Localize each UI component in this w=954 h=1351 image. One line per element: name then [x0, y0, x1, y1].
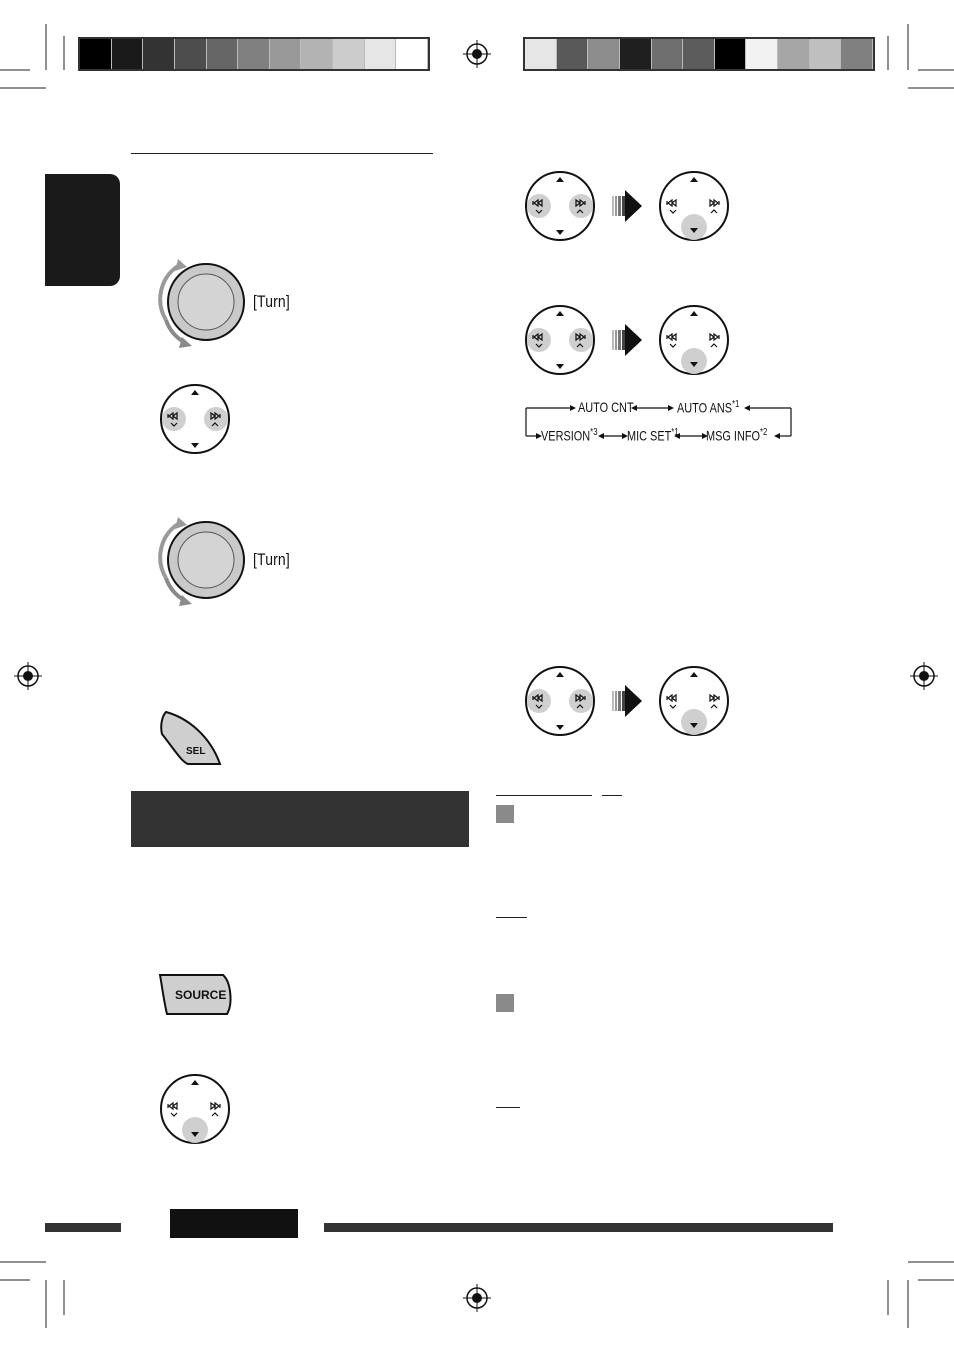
- control-dial-icon: [156, 516, 248, 606]
- color-swatch: [175, 39, 207, 69]
- four-way-pad-icon: [526, 306, 594, 374]
- color-swatch: [620, 39, 652, 69]
- arrow-right-icon: [612, 190, 642, 222]
- note-rule: [496, 917, 527, 918]
- crosshair-register-mark: [463, 1284, 491, 1312]
- source-button-icon: [157, 972, 235, 1018]
- four-way-pad-icon: [526, 172, 594, 240]
- control-dial-icon: [156, 258, 248, 348]
- turn-instruction-label: [Turn]: [253, 550, 290, 569]
- color-swatch: [588, 39, 620, 69]
- note-rule: [496, 1107, 520, 1108]
- square-bullet: [496, 994, 514, 1012]
- menu-item-auto-ans: AUTO ANS$^{*1}$: [677, 399, 740, 416]
- color-swatch: [207, 39, 239, 69]
- menu-item-msg-info: MSG INFO$^{*2}$: [706, 427, 768, 444]
- color-swatch: [333, 39, 365, 69]
- four-way-pad-icon: [660, 306, 728, 374]
- subheading-rule: [602, 795, 622, 796]
- four-way-pad-icon: [660, 667, 728, 735]
- subheading-rule: [496, 795, 592, 796]
- four-way-pad-icon: [526, 667, 594, 735]
- footer-bar-right: [324, 1223, 833, 1232]
- color-swatch: [778, 39, 810, 69]
- color-swatch: [112, 39, 144, 69]
- pad-sequence-diagram: [520, 302, 740, 382]
- source-button-label: SOURCE: [175, 988, 227, 1002]
- color-swatch: [715, 39, 747, 69]
- pad-sequence-diagram: [520, 168, 740, 248]
- crosshair-register-mark: [14, 662, 42, 690]
- color-calibration-strip-left: [78, 37, 430, 71]
- color-swatch: [143, 39, 175, 69]
- language-side-tab: [45, 174, 120, 286]
- four-way-pad-icon: [660, 172, 728, 240]
- color-swatch: [746, 39, 778, 69]
- menu-item-auto-cnt: AUTO CNT: [578, 399, 634, 415]
- color-swatch: [557, 39, 589, 69]
- color-swatch: [810, 39, 842, 69]
- color-swatch: [365, 39, 397, 69]
- color-swatch: [683, 39, 715, 69]
- color-swatch: [652, 39, 684, 69]
- menu-item-version: VERSION$^{*3}$: [541, 427, 598, 444]
- color-swatch: [396, 39, 428, 69]
- turn-instruction-label: [Turn]: [253, 292, 290, 311]
- color-swatch: [301, 39, 333, 69]
- color-swatch: [270, 39, 302, 69]
- section-banner: [131, 791, 469, 847]
- four-way-pad-icon: [157, 1073, 233, 1145]
- crosshair-register-mark: [463, 40, 491, 68]
- crosshair-register-mark: [910, 662, 938, 690]
- section-header-rule: [131, 153, 433, 154]
- pad-sequence-diagram: [520, 663, 740, 743]
- arrow-right-icon: [612, 685, 642, 717]
- sel-button-label: SEL: [186, 746, 206, 757]
- page-number-box: [170, 1209, 298, 1238]
- color-calibration-strip-right: [523, 37, 875, 71]
- four-way-pad-icon: [157, 383, 233, 455]
- color-swatch: [841, 39, 873, 69]
- color-swatch: [80, 39, 112, 69]
- square-bullet: [496, 805, 514, 823]
- color-swatch: [238, 39, 270, 69]
- arrow-right-icon: [612, 324, 642, 356]
- color-swatch: [525, 39, 557, 69]
- sel-button-icon: [158, 708, 224, 768]
- footer-bar-left: [45, 1223, 121, 1232]
- menu-item-mic-set: MIC SET$^{*1}$: [627, 427, 679, 444]
